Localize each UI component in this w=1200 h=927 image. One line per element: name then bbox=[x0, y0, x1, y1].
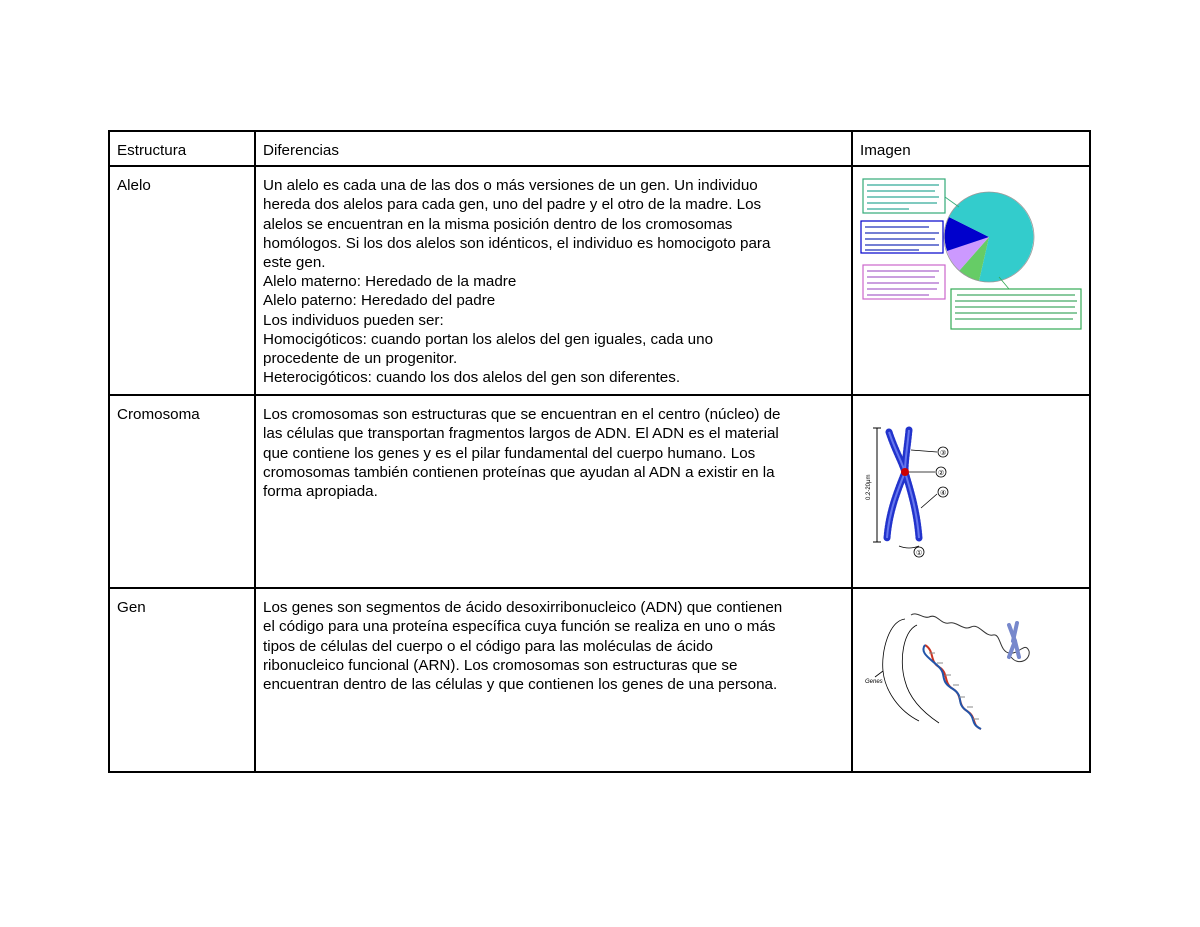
text-line: tipos de células del cuerpo o el código para las moléculas de ácido bbox=[263, 637, 713, 655]
label-1: ① bbox=[916, 550, 923, 558]
table-row bbox=[109, 395, 1090, 588]
scale-label: 0.2-20μm bbox=[866, 474, 872, 501]
text-line: el código para una proteína específica cuya función se realiza en uno o más bbox=[263, 618, 776, 636]
imagen-cell bbox=[852, 166, 1090, 395]
chromosome-figure bbox=[861, 420, 971, 566]
text-line: Homocigóticos: cuando portan los alelos del gen iguales, cada uno bbox=[263, 330, 714, 348]
estructura-cell: Alelo bbox=[109, 166, 255, 395]
text-line: homólogos. Si los dos alelos son idénticos, el individuo es homocigoto para bbox=[263, 234, 771, 252]
text-line: este gen. bbox=[263, 254, 326, 272]
header-row bbox=[109, 131, 1090, 166]
label-3: ③ bbox=[940, 450, 947, 458]
text-line: Los genes son segmentos de ácido desoxirribonucleico (ADN) que contienen bbox=[263, 599, 783, 617]
text-line: Alelo paterno: Heredado del padre bbox=[263, 292, 496, 310]
allele-pie-chart-figure bbox=[859, 177, 1085, 332]
estructura-cell: Cromosoma bbox=[109, 395, 255, 588]
diferencias-cell bbox=[255, 395, 852, 588]
estructura-cell: Gen bbox=[109, 588, 255, 772]
text-line: ribonucleico funcional (ARN). Los cromosomas son estructuras que se bbox=[263, 656, 738, 674]
centromere bbox=[901, 468, 909, 476]
header-diferencias: Diferencias bbox=[255, 131, 852, 166]
text-line: alelos se encuentran en la misma posición dentro de los cromosomas bbox=[263, 215, 733, 233]
diferencias-cell bbox=[255, 166, 852, 395]
text-line: Heterocigóticos: cuando los dos alelos del gen son diferentes. bbox=[263, 369, 681, 387]
text-line: cromosomas también contienen proteínas que ayudan al ADN a existir en la bbox=[263, 463, 775, 481]
text-line: encuentran dentro de las células y que contienen los genes de una persona. bbox=[263, 676, 778, 694]
table-row bbox=[109, 588, 1090, 772]
gene-dna-figure bbox=[859, 611, 1085, 741]
header-imagen: Imagen bbox=[852, 131, 1090, 166]
text-line: Los cromosomas son estructuras que se encuentran en el centro (núcleo) de bbox=[263, 406, 781, 424]
text-line: las células que transportan fragmentos largos de ADN. El ADN es el material bbox=[263, 425, 779, 443]
text-line: Alelo materno: Heredado de la madre bbox=[263, 273, 517, 291]
text-line: hereda dos alelos para cada gen, uno del padre y el otro de la madre. Los bbox=[263, 196, 762, 214]
text-line: que contiene los genes y es el pilar fundamental del cuerpo humano. Los bbox=[263, 444, 756, 462]
structures-table bbox=[108, 130, 1091, 773]
text-line: procedente de un progenitor. bbox=[263, 350, 458, 368]
text-line: forma apropiada. bbox=[263, 483, 378, 501]
diferencias-cell bbox=[255, 588, 852, 772]
text-line: Un alelo es cada una de las dos o más versiones de un gen. Un individuo bbox=[263, 177, 758, 195]
table-row bbox=[109, 166, 1090, 395]
header-estructura: Estructura bbox=[109, 131, 255, 166]
genes-label: Genes bbox=[865, 679, 883, 686]
imagen-cell bbox=[852, 395, 1090, 588]
label-4: ④ bbox=[940, 490, 947, 498]
label-2: ② bbox=[938, 470, 945, 478]
imagen-cell bbox=[852, 588, 1090, 772]
text-line: Los individuos pueden ser: bbox=[263, 311, 444, 329]
